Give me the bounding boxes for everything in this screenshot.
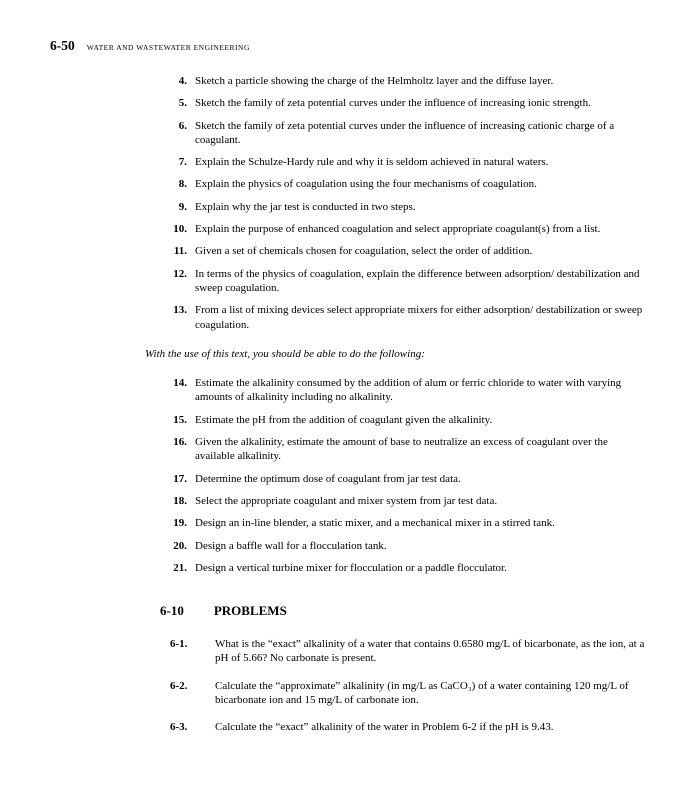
list-item bbox=[145, 561, 649, 575]
item-number: 10. bbox=[173, 223, 187, 236]
item-number: 15. bbox=[173, 413, 187, 426]
item-number: 6-2. bbox=[170, 679, 188, 692]
item-text: In terms of the physics of coagulation, explain the difference between adsorption/ destabilization and sweep coagulation. bbox=[195, 267, 640, 294]
list-item bbox=[145, 96, 649, 110]
item-number: 13. bbox=[173, 304, 187, 317]
item-number: 12. bbox=[173, 267, 187, 280]
item-number: 8. bbox=[178, 178, 187, 191]
item-number: 18. bbox=[173, 494, 187, 507]
item-text: From a list of mixing devices select appropriate mixers for either adsorption/ destabilization or sweep coagulation. bbox=[195, 304, 643, 331]
item-number: 5. bbox=[178, 97, 187, 110]
item-text: Estimate the pH from the addition of coagulant given the alkalinity. bbox=[195, 413, 493, 426]
objectives-list-b bbox=[145, 376, 649, 575]
list-item bbox=[145, 679, 649, 708]
item-text: Explain the physics of coagulation using the four mechanisms of coagulation. bbox=[195, 178, 537, 191]
list-item bbox=[145, 435, 649, 464]
problems-section-number: 6-10 bbox=[160, 603, 184, 619]
item-text: Estimate the alkalinity consumed by the addition of alum or ferric chloride to water with varying amounts of alkalinity including no alkalinity. bbox=[195, 377, 622, 404]
item-number: 19. bbox=[173, 517, 187, 530]
item-number: 20. bbox=[173, 539, 187, 552]
list-item bbox=[145, 267, 649, 296]
objectives-list-a bbox=[145, 74, 649, 332]
item-text: Explain why the jar test is conducted in two steps. bbox=[195, 200, 416, 213]
list-item bbox=[145, 472, 649, 486]
item-number: 4. bbox=[178, 75, 187, 87]
list-item bbox=[145, 303, 649, 332]
list-item bbox=[145, 516, 649, 530]
list-item bbox=[145, 119, 649, 148]
item-number: 9. bbox=[178, 200, 187, 213]
item-text: Sketch the family of zeta potential curves under the influence of increasing cationic charge of a coagulant. bbox=[195, 119, 615, 146]
problems-heading bbox=[160, 603, 649, 619]
list-item bbox=[145, 376, 649, 405]
problems-section-title: PROBLEMS bbox=[213, 603, 287, 619]
item-text: Design an in-line blender, a static mixer, and a mechanical mixer in a stirred tank. bbox=[195, 517, 555, 530]
item-text: Explain the purpose of enhanced coagulation and select appropriate coagulant(s) from a list. bbox=[195, 223, 601, 236]
list-item bbox=[145, 155, 649, 169]
item-text: Sketch the family of zeta potential curves under the influence of increasing ionic strength. bbox=[195, 97, 591, 110]
item-text: What is the “exact” alkalinity of a water that contains 0.6580 mg/L of bicarbonate, as the ion, at a pH of 5.66? No carbonate is present. bbox=[215, 638, 645, 665]
intro-note: With the use of this text, you should be able to do the following: bbox=[145, 347, 425, 360]
item-text: Determine the optimum dose of coagulant from jar test data. bbox=[195, 472, 461, 485]
item-text: Design a vertical turbine mixer for flocculation or a paddle flocculator. bbox=[195, 561, 507, 574]
item-text: Calculate the “approximate” alkalinity (in mg/L as CaCO₃) of a water containing 120 mg/L of bicarbonate ion and 15 mg/L of carbonate ion. bbox=[215, 679, 629, 707]
item-number: 6-3. bbox=[170, 721, 188, 734]
item-number: 17. bbox=[173, 472, 187, 485]
list-item bbox=[145, 74, 649, 88]
running-title: WATER AND WASTEWATER ENGINEERING bbox=[86, 43, 250, 52]
item-number: 6-1. bbox=[170, 638, 188, 651]
page-header bbox=[50, 38, 649, 54]
list-item bbox=[145, 720, 649, 734]
list-item bbox=[145, 200, 649, 214]
item-number: 21. bbox=[173, 561, 187, 574]
problems-list bbox=[145, 637, 649, 734]
list-item bbox=[145, 413, 649, 427]
list-item bbox=[145, 539, 649, 553]
list-item bbox=[145, 244, 649, 258]
item-number: 11. bbox=[173, 245, 187, 258]
item-text: Explain the Schulze-Hardy rule and why it is seldom achieved in natural waters. bbox=[195, 156, 549, 169]
item-number: 7. bbox=[178, 156, 187, 169]
item-text: Calculate the “exact” alkalinity of the water in Problem 6-2 if the pH is 9.43. bbox=[215, 721, 554, 734]
page-number: 6-50 bbox=[50, 38, 75, 53]
list-item bbox=[145, 177, 649, 191]
item-number: 16. bbox=[173, 436, 187, 449]
item-text: Design a baffle wall for a flocculation tank. bbox=[195, 539, 387, 552]
list-item bbox=[145, 222, 649, 236]
list-item bbox=[145, 494, 649, 508]
page-content bbox=[50, 74, 649, 735]
item-number: 14. bbox=[173, 377, 187, 390]
item-text: Sketch a particle showing the charge of the Helmholtz layer and the diffuse layer. bbox=[195, 75, 554, 87]
list-item bbox=[145, 637, 649, 666]
item-text: Given a set of chemicals chosen for coagulation, select the order of addition. bbox=[195, 245, 533, 258]
item-number: 6. bbox=[178, 119, 187, 132]
item-text: Select the appropriate coagulant and mixer system from jar test data. bbox=[195, 494, 498, 507]
item-text: Given the alkalinity, estimate the amount of base to neutralize an excess of coagulant over the available alkalinity. bbox=[195, 436, 608, 463]
